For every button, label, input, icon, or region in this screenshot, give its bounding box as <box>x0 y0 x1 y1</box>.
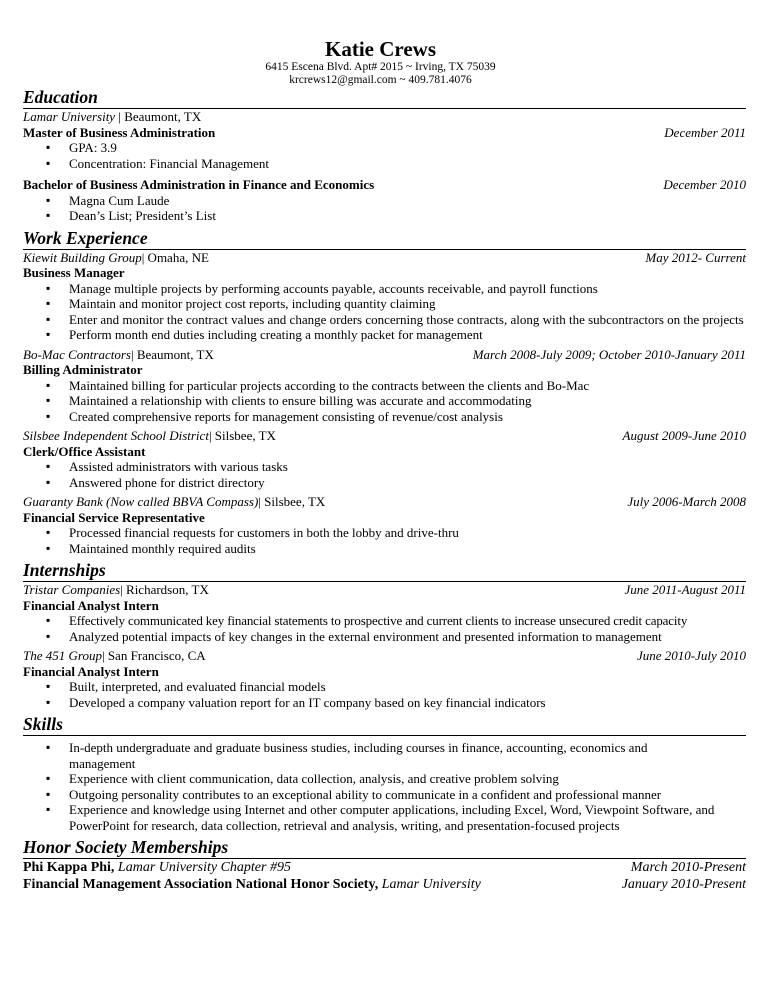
resume-page <box>23 37 746 893</box>
job-location: | Omaha, NE <box>141 249 209 265</box>
job-title: Clerk/Office Assistant <box>23 443 146 459</box>
honor-line <box>23 859 746 876</box>
contact-line: krcrews12@gmail.com ~ 409.781.4076 <box>289 74 472 86</box>
honor-name: Phi Kappa Phi, <box>23 860 115 875</box>
honor-name: Financial Management Association National Honor Society, <box>23 877 379 892</box>
job-org-line <box>23 648 746 664</box>
honor-detail: Lamar University <box>378 877 481 892</box>
job-bullets <box>23 525 746 556</box>
list-item: ▪ Maintain and monitor project cost reports, including quantity claiming <box>23 296 746 312</box>
list-item: ▪ Effectively communicated key financial statements to prospective and current clients to increase unsecured credit capacity <box>23 613 746 629</box>
list-item: ▪ Analyzed potential impacts of key changes in the external environment and presented information to management <box>23 629 746 645</box>
job-location: | Silsbee, TX <box>208 428 276 443</box>
job-bullets <box>23 281 746 343</box>
list-item: ▪ Created comprehensive reports for management consisting of revenue/cost analysis <box>23 409 746 425</box>
list-item: ▪ Concentration: Financial Management <box>23 156 746 172</box>
job-title: Financial Analyst Intern <box>23 663 159 679</box>
list-item: ▪ Manage multiple projects by performing accounts payable, accounts receivable, and payroll functions <box>23 281 746 297</box>
list-item: ▪ Developed a company valuation report for an IT company based on key financial indicators <box>23 695 746 711</box>
list-item: ▪ Maintained a relationship with clients to ensure billing was accurate and accommodating <box>23 393 746 409</box>
job-date: March 2008-July 2009; October 2010-January 2011 <box>472 346 746 362</box>
skills-heading: Skills <box>23 714 746 736</box>
honors-heading: Honor Society Memberships <box>23 837 746 859</box>
degree-bullets <box>23 193 746 224</box>
job-title: Financial Analyst Intern <box>23 597 159 613</box>
job-org-line <box>23 347 746 363</box>
honor-line <box>23 876 746 893</box>
job-date: July 2006-March 2008 <box>627 494 746 509</box>
job-org: Bo-Mac Contractors <box>23 346 131 362</box>
honor-date: March 2010-Present <box>630 860 746 875</box>
job-bullets <box>23 613 746 644</box>
job-org: Kiewit Building Group <box>23 249 142 265</box>
list-item: ▪ Perform month end duties including creating a monthly packet for management <box>23 327 746 343</box>
school-location: | Beaumont, TX <box>115 109 202 124</box>
job-org: The 451 Group <box>23 648 102 663</box>
school-line <box>23 109 746 125</box>
job-location: | Richardson, TX <box>120 582 209 597</box>
job-org: Tristar Companies <box>23 582 121 597</box>
list-item: ▪ Experience and knowledge using Internet and other computer applications, including Excel, Word, Viewpoint Software, and PowerPoint for research, data collection, retrieval and analysis, writing, and presentation-focused projects <box>23 802 746 833</box>
work-heading: Work Experience <box>23 228 746 250</box>
internships-heading: Internships <box>23 560 746 582</box>
job-bullets <box>23 679 746 710</box>
list-item: ▪ Experience with client communication, data collection, analysis, and creative problem solving <box>23 771 706 787</box>
job-bullets <box>23 459 746 490</box>
list-item: ▪ Answered phone for district directory <box>23 475 746 491</box>
list-item: ▪ Maintained monthly required audits <box>23 541 746 557</box>
list-item: ▪ Magna Cum Laude <box>23 193 746 209</box>
list-item: ▪ Processed financial requests for customers in both the lobby and drive-thru <box>23 525 746 541</box>
list-item: ▪ Assisted administrators with various tasks <box>23 459 746 475</box>
job-date: June 2010-July 2010 <box>636 648 746 663</box>
degree-title: Bachelor of Business Administration in Finance and Economics <box>23 177 375 192</box>
list-item: ▪ Enter and monitor the contract values and change orders concerning those contracts, along with the subcontractors on the projects <box>23 312 746 328</box>
job-date: June 2011-August 2011 <box>624 582 746 597</box>
degree-date: December 2010 <box>663 177 746 192</box>
job-bullets <box>23 378 746 425</box>
job-location: | San Francisco, CA <box>101 648 206 663</box>
degree-title: Master of Business Administration <box>23 124 216 140</box>
job-org: Silsbee Independent School District <box>23 428 209 443</box>
job-org-line <box>23 250 746 266</box>
job-location: | Beaumont, TX <box>130 346 214 362</box>
degree-line <box>23 177 746 193</box>
list-item: ▪ Maintained billing for particular projects according to the contracts between the clients and Bo-Mac <box>23 378 746 394</box>
list-item: ▪ Outgoing personality contributes to an exceptional ability to communicate in a confident and professional manner <box>23 787 706 803</box>
job-title: Billing Administrator <box>23 362 143 377</box>
job-location: | Silsbee, TX <box>258 494 326 509</box>
school-name: Lamar University <box>23 109 116 124</box>
job-date: May 2012- Current <box>645 249 746 265</box>
list-item: ▪ Built, interpreted, and evaluated financial models <box>23 679 746 695</box>
degree-line <box>23 125 746 141</box>
skills-bullets <box>23 740 746 833</box>
job-title: Financial Service Representative <box>23 509 205 525</box>
address-line: 6415 Escena Blvd. Apt# 2015 ~ Irving, TX 75039 <box>265 61 496 73</box>
job-org: Guaranty Bank (Now called BBVA Compass) <box>23 494 259 509</box>
honor-date: January 2010-Present <box>621 877 746 892</box>
honor-detail: Lamar University Chapter #95 <box>114 860 291 875</box>
job-org-line <box>23 494 746 510</box>
job-date: August 2009-June 2010 <box>622 428 746 443</box>
job-title: Business Manager <box>23 265 125 280</box>
person-name: Katie Crews <box>325 37 436 61</box>
list-item: ▪ Dean’s List; President’s List <box>23 208 746 224</box>
job-org-line <box>23 428 746 444</box>
degree-date: December 2011 <box>664 124 746 140</box>
job-org-line <box>23 582 746 598</box>
education-heading: Education <box>23 87 746 109</box>
list-item: ▪ In-depth undergraduate and graduate business studies, including courses in finance, accounting, economics and management <box>23 740 706 771</box>
list-item: ▪ GPA: 3.9 <box>23 140 746 156</box>
degree-bullets <box>23 140 746 171</box>
